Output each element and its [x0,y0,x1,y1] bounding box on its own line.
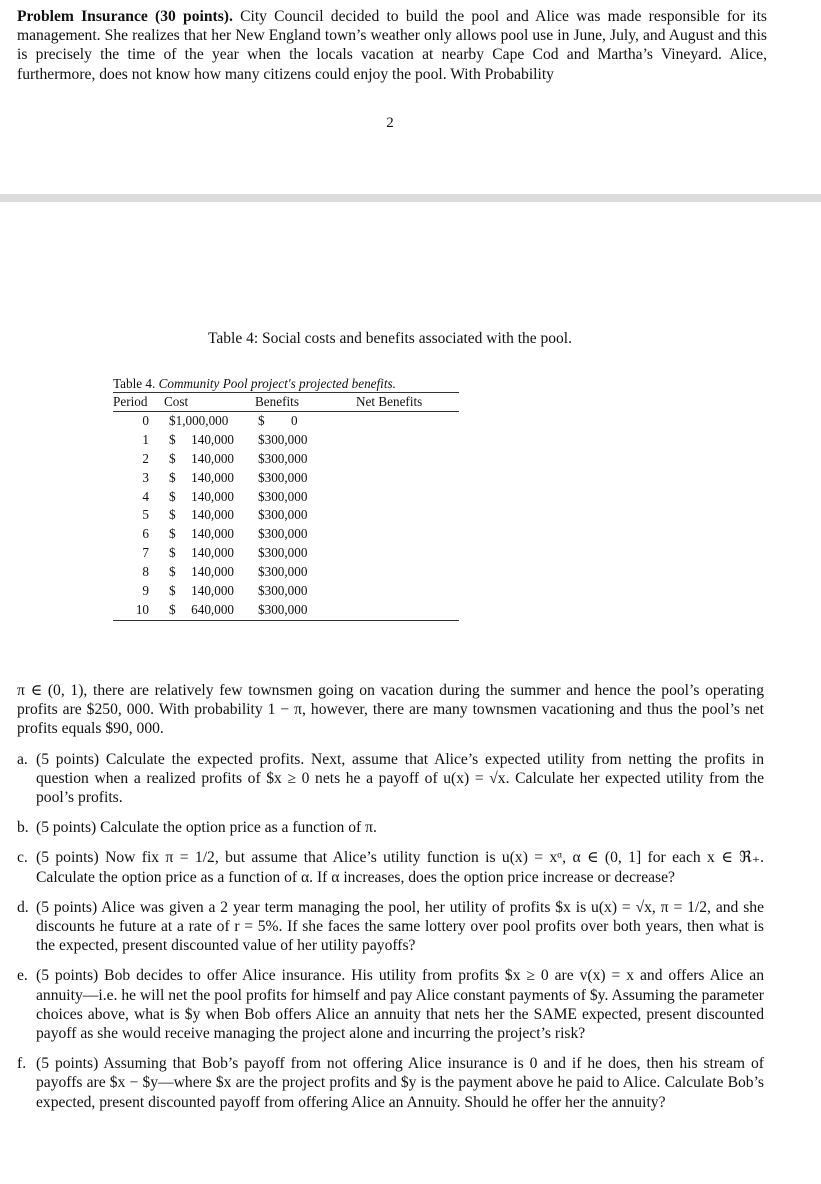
table-row [113,563,459,582]
continuation-paragraph: π ∈ (0, 1), there are relatively few townsmen going on vacation during the summer and hence the pool’s operating profits are $250, 000. With probability 1 − π, however, there are many townsmen vacationing and thus the pool’s net profits equals $90, 000. [17,682,764,738]
question-item [17,818,764,837]
cell-cost-currency: $ [169,583,176,599]
cell-period: 3 [142,469,149,485]
problem-heading: Problem Insurance (30 points). [17,8,233,25]
cell-benefits: $300,000 [258,507,308,523]
cell-period: 1 [142,431,149,447]
cell-period: 9 [142,583,149,599]
cell-benefits: $300,000 [258,469,308,485]
table-row [113,544,459,563]
question-label: e. [17,967,28,985]
question-text: (5 points) Alice was given a 2 year term managing the pool, her utility of profits $x is u(x) = √x, π = 1/2, and she discounts he future at a rate of r = 5%. If she faces the same lottery over pool profits over both years, then what is the expected, present discounted value of her utility payoffs? [36,898,764,955]
cell-period: 10 [135,601,149,617]
benefits-table [113,376,459,621]
cell-benefits: $300,000 [258,564,308,580]
intro-text: City Council decided to build the pool and Alice was made responsible for its management. She realizes that her New England town’s weather only allows pool use in June, July, and August and this is precisely the time of the year when the locals vacation at nearby Cape Cod and Martha’s Vineyard. Alice, furthermore, does not know how many citizens could enjoy the pool. With Probability [17,8,768,83]
question-item [17,750,764,808]
problem-body [17,681,764,1112]
cell-cost: 140,000 [191,507,234,523]
cell-benefits: $300,000 [258,583,308,599]
table-title [113,376,459,392]
cell-cost-currency: $ [169,469,176,485]
question-item [17,1054,764,1112]
table-row [113,488,459,507]
table-row [113,582,459,601]
table-body [113,412,459,620]
header-net-benefits: Net Benefits [356,394,423,409]
header-period: Period [113,394,148,409]
cell-cost: 140,000 [191,526,234,542]
question-item [17,898,764,956]
cell-cost: 140,000 [191,450,234,466]
cell-benefits: $300,000 [258,431,308,447]
cell-benefits: $300,000 [258,601,308,617]
question-list [17,750,764,1112]
cell-cost-currency: $ [169,431,176,447]
cell-cost-currency: $ [169,564,176,580]
header-benefits: Benefits [255,394,299,409]
table-row [113,525,459,544]
cell-period: 0 [142,413,149,428]
question-label: a. [17,750,28,768]
question-text: (5 points) Bob decides to offer Alice insurance. His utility from profits $x ≥ 0 are v(x) = x and offers Alice an annuity—i.e. he will net the pool profits for himself and pay Alice constant payments of $y. Assuming the parameter choices above, what is $y when Bob offers Alice an annuity that nets her the SAME expected, present discounted payoff as she would receive managing the project alone and incurring the project’s risk? [36,967,764,1043]
table-header-row [113,393,459,411]
table-title-prefix: Table 4. [113,376,156,391]
cell-period: 2 [142,450,149,466]
table-row [113,506,459,525]
table-caption: Table 4: Social costs and benefits associated with the pool. [208,330,572,347]
table-title-italic: Community Pool project's projected benefits. [158,376,396,391]
cell-cost-currency: $ [169,526,176,542]
question-label: b. [17,819,29,837]
cell-period: 8 [142,564,149,580]
table-bottom-rule [113,620,459,621]
cell-cost-currency: $ [169,507,176,523]
cell-period: 7 [142,545,149,561]
question-label: d. [17,898,29,916]
cell-benefits: $300,000 [258,450,308,466]
cell-cost: 140,000 [191,431,234,447]
intro-paragraph [17,7,767,84]
table-row [113,431,459,450]
question-text: (5 points) Assuming that Bob’s payoff from not offering Alice insurance is 0 and if he does, then his stream of payoffs are $x − $y—where $x are the project profits and $y is the payment above he paid to Alice. Calculate Bob’s expected, present discounted payoff from offering Alice an Annuity. Should he offer her the annuity? [36,1055,764,1111]
page-separator [0,194,821,202]
question-text: (5 points) Calculate the option price as a function of π. [36,819,377,837]
table-row [113,450,459,469]
cell-cost-currency: $ [169,488,176,504]
table-row [113,469,459,488]
page-number: 2 [386,115,394,131]
cell-cost: $1,000,000 [169,413,229,428]
cell-cost: 140,000 [191,545,234,561]
table-row [113,412,459,431]
table-row [113,601,459,620]
cell-cost: 140,000 [191,469,234,485]
cell-cost-currency: $ [169,450,176,466]
question-item [17,848,764,886]
question-label: f. [17,1055,27,1073]
question-text: (5 points) Now fix π = 1/2, but assume that Alice’s utility function is u(x) = xᵅ, α ∈ (0, 1] for each x ∈ ℜ₊. Calculate the option price as a function of α. If α increases, does the option price increase or decrease? [36,849,764,886]
question-label: c. [17,849,28,867]
question-item [17,966,764,1043]
cell-cost: 640,000 [191,601,234,617]
cell-cost-currency: $ [169,601,176,617]
cell-cost: 140,000 [191,488,234,504]
cell-benefits: $ 0 [258,413,298,428]
cell-benefits: $300,000 [258,488,308,504]
cell-period: 5 [142,507,149,523]
cell-cost-currency: $ [169,545,176,561]
cell-period: 6 [142,526,149,542]
header-cost: Cost [164,394,189,409]
cell-cost: 140,000 [191,583,234,599]
question-text: (5 points) Calculate the expected profits. Next, assume that Alice’s expected utility from netting the profits in question when a realized profits of $x ≥ 0 nets he a payoff of u(x) = √x. Calculate her expected utility from the pool’s profits. [36,750,764,807]
cell-benefits: $300,000 [258,526,308,542]
cell-cost: 140,000 [191,564,234,580]
cell-benefits: $300,000 [258,545,308,561]
cell-period: 4 [142,488,149,504]
